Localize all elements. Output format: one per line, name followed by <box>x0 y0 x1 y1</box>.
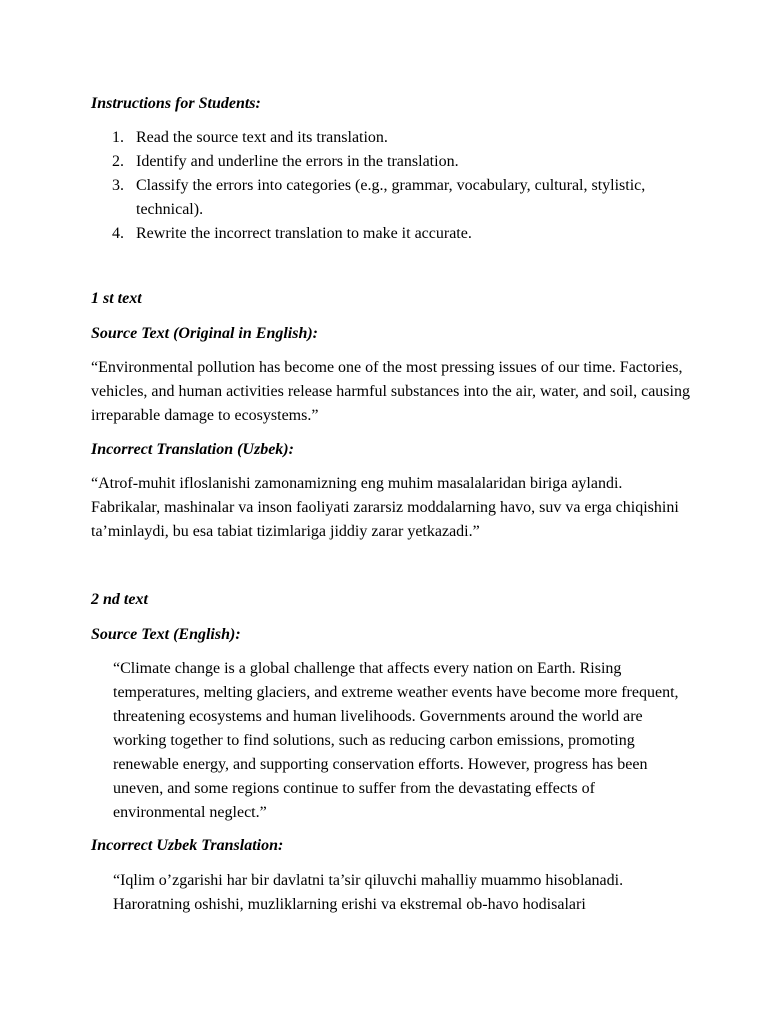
list-item-number: 3. <box>112 177 124 194</box>
text2-translation-paragraph: “Iqlim o’zgarishi har bir davlatni ta’sir qiluvchi mahalliy muammo hisoblanadi. Haroratning oshishi, muzliklarning erishi va ekstremal ob-havo hodisalari <box>113 872 624 913</box>
list-item-number: 2. <box>112 153 124 170</box>
text1-source-heading: Source Text (Original in English): <box>91 325 319 342</box>
instructions-list <box>91 126 651 246</box>
text1-source-paragraph: “Environmental pollution has become one of the most pressing issues of our time. Factories, vehicles, and human activities release harmful substances into the air, water, and soil, causing irreparable damage to ecosystems.” <box>91 359 690 424</box>
list-item-number: 1. <box>112 129 124 146</box>
list-item <box>91 126 651 150</box>
list-item-number: 4. <box>112 225 124 242</box>
text2-source-heading: Source Text (English): <box>91 626 241 643</box>
list-item <box>91 150 651 174</box>
text1-translation-heading: Incorrect Translation (Uzbek): <box>91 441 294 458</box>
list-item-text: Rewrite the incorrect translation to make it accurate. <box>136 225 472 242</box>
list-item-text: Read the source text and its translation. <box>136 129 388 146</box>
text1-translation-paragraph: “Atrof-muhit ifloslanishi zamonamizning eng muhim masalalaridan biriga aylandi. Fabrikalar, mashinalar va inson faoliyati zararsiz moddalarning havo, suv va erga chiqishini ta’minlaydi, bu esa tabiat tizimlariga jiddiy zarar yetkazadi.” <box>91 475 679 540</box>
list-item-text: Identify and underline the errors in the translation. <box>136 153 459 170</box>
text1-label: 1 st text <box>91 290 142 307</box>
text2-source-paragraph: “Climate change is a global challenge that affects every nation on Earth. Rising temperatures, melting glaciers, and extreme weather events have become more frequent, threatening ecosystems and human livelihoods. Governments around the world are working together to find solutions, such as reducing carbon emissions, promoting renewable energy, and supporting conservation efforts. However, progress has been uneven, and some regions continue to suffer from the devastating effects of environmental neglect.” <box>113 660 679 821</box>
text2-translation-heading: Incorrect Uzbek Translation: <box>91 837 284 854</box>
list-item-text: Classify the errors into categories (e.g., grammar, vocabulary, cultural, stylistic, technical). <box>136 177 646 218</box>
list-item <box>91 222 651 246</box>
list-item <box>91 174 651 222</box>
instructions-heading: Instructions for Students: <box>91 95 261 112</box>
text2-label: 2 nd text <box>91 591 148 608</box>
